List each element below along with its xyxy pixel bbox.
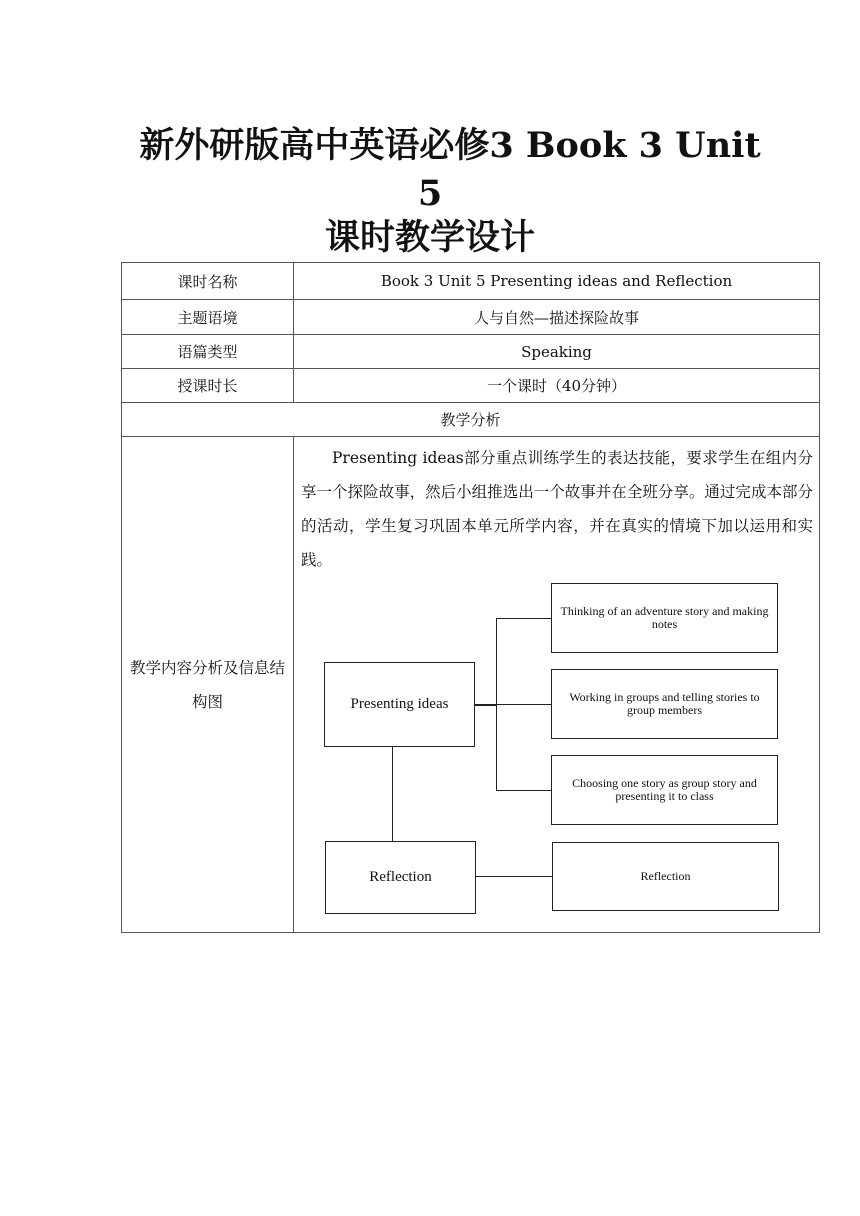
diagram-second-node: Reflection [325, 841, 476, 914]
document-title-continued: 5 [417, 173, 443, 214]
diagram-branch-node: Thinking of an adventure story and making notes [551, 583, 778, 653]
connector-line [496, 704, 551, 705]
analysis-label: 教学内容分析及信息结构图 [129, 658, 285, 711]
document-subtitle: 课时教学设计 [324, 217, 535, 258]
row-label: 语篇类型 [122, 335, 294, 369]
connector-line [475, 704, 496, 706]
table-row [122, 403, 820, 437]
diagram-second-branch-node: Reflection [552, 842, 779, 911]
connector-line [496, 790, 551, 791]
table-row [122, 369, 820, 403]
row-label: 授课时长 [122, 369, 294, 403]
analysis-text: Presenting ideas部分重点训练学生的表达技能，要求学生在组内分享一个探险故事，然后小组推选出一个故事并在全班分享。通过完成本部分的活动，学生复习巩固本单元所学内容，并在真实的情境下加以运用和实践。 [301, 449, 813, 569]
row-value: Book 3 Unit 5 Presenting ideas and Reflection [294, 263, 820, 300]
table-row [122, 437, 820, 933]
connector-line [392, 747, 393, 841]
connector-line [496, 618, 551, 619]
diagram-branch-node: Choosing one story as group story and presenting it to class [551, 755, 778, 825]
analysis-content-cell [294, 437, 820, 933]
row-value: Speaking [294, 335, 820, 369]
table-row [122, 263, 820, 300]
row-label: 课时名称 [122, 263, 294, 300]
section-header: 教学分析 [122, 403, 820, 437]
connector-line [476, 876, 552, 877]
analysis-label-cell [122, 437, 294, 933]
document-title: 新外研版高中英语必修3 Book 3 Unit [139, 125, 761, 166]
lesson-table [121, 262, 820, 933]
row-value: 人与自然—描述探险故事 [294, 300, 820, 335]
row-value: 一个课时（40分钟） [294, 369, 820, 403]
diagram-main-node: Presenting ideas [324, 662, 475, 747]
row-label: 主题语境 [122, 300, 294, 335]
table-row [122, 335, 820, 369]
table-row [122, 300, 820, 335]
diagram-branch-node: Working in groups and telling stories to group members [551, 669, 778, 739]
